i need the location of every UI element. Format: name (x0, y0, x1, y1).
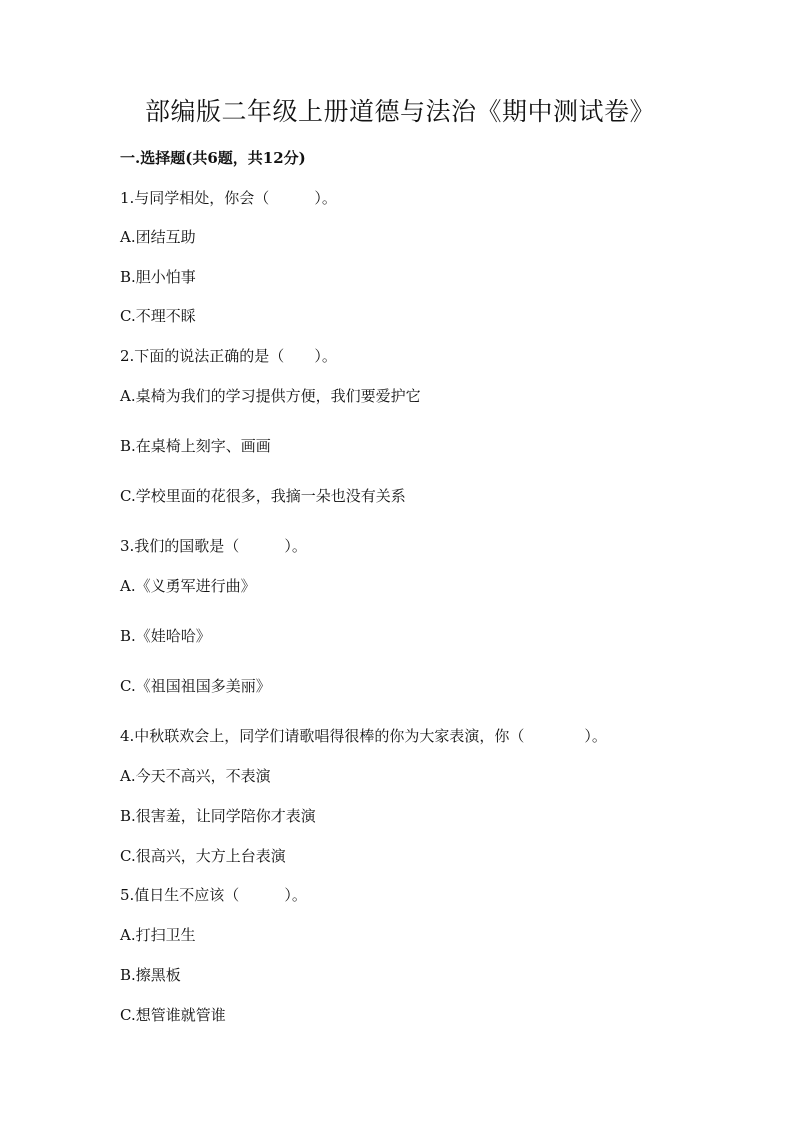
question-1-option-c: C.不理不睬 (120, 307, 196, 325)
question-2-stem: 2.下面的说法正确的是（ ）。 (120, 347, 337, 365)
question-2-option-a: A.桌椅为我们的学习提供方便，我们要爱护它 (120, 387, 421, 405)
question-4-option-c: C.很高兴，大方上台表演 (120, 847, 286, 865)
exam-title: 部编版二年级上册道德与法治《期中测试卷》 (144, 97, 655, 126)
question-5-stem: 5.值日生不应该（ ）。 (120, 886, 307, 904)
question-3-option-a: A.《义勇军进行曲》 (120, 577, 256, 595)
question-5-option-b: B.擦黑板 (120, 966, 181, 984)
question-4-stem: 4.中秋联欢会上，同学们请歌唱得很棒的你为大家表演，你（ ）。 (120, 727, 607, 745)
question-3-option-c: C.《祖国祖国多美丽》 (120, 677, 271, 695)
question-3-stem: 3.我们的国歌是（ ）。 (120, 537, 307, 555)
question-1-option-b: B.胆小怕事 (120, 268, 196, 286)
question-4-option-a: A.今天不高兴，不表演 (120, 767, 271, 785)
question-4-option-b: B.很害羞，让同学陪你才表演 (120, 807, 316, 825)
question-5-option-c: C.想管谁就管谁 (120, 1006, 226, 1024)
section-heading: 一.选择题(共6题，共12分) (120, 149, 306, 167)
question-2-option-c: C.学校里面的花很多，我摘一朵也没有关系 (120, 487, 406, 505)
question-2-option-b: B.在桌椅上刻字、画画 (120, 437, 271, 455)
question-1-option-a: A.团结互助 (120, 228, 196, 246)
question-5-option-a: A.打扫卫生 (120, 926, 196, 944)
question-3-option-b: B.《娃哈哈》 (120, 627, 211, 645)
question-1-stem: 1.与同学相处，你会（ ）。 (120, 189, 337, 207)
